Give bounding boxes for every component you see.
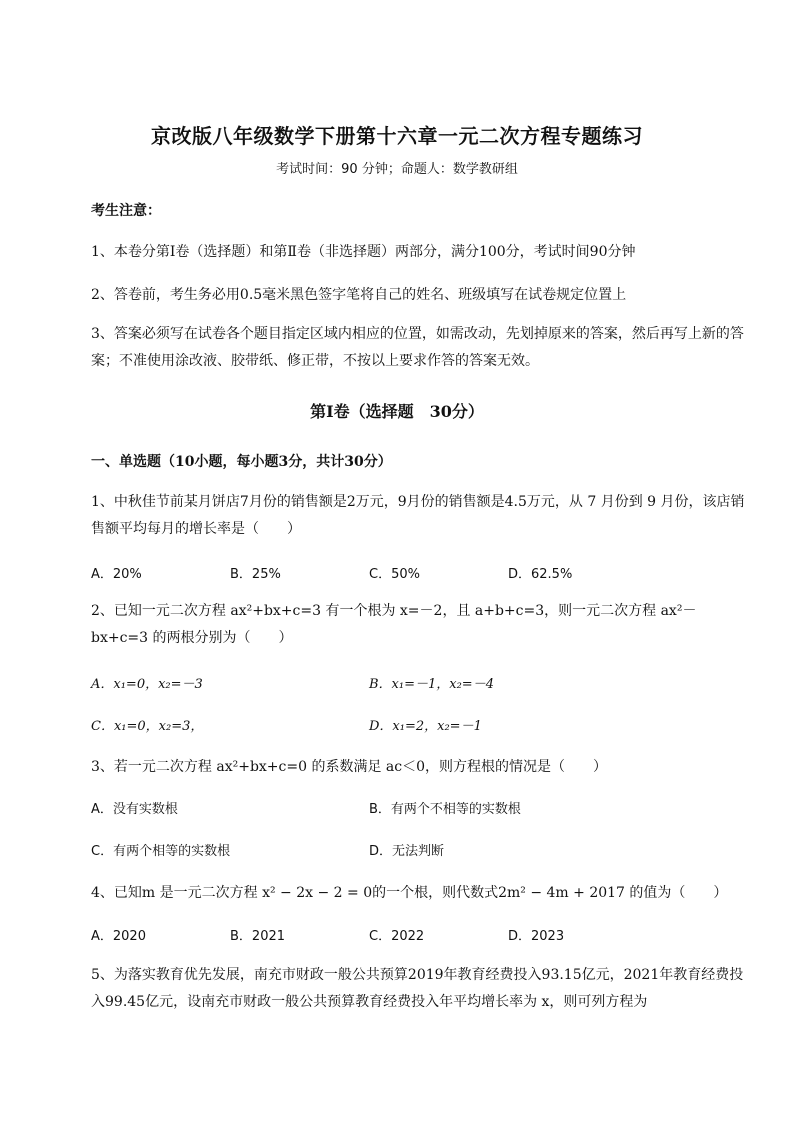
question-4-option-d[interactable]: D．2023 (508, 929, 565, 944)
question-5-stem: 5、为落实教育优先发展，南充市财政一般公共预算2019年教育经费投入93.15亿元，2021年教育经费投入99.45亿元，设南充市财政一般公共预算教育经费投入年平均增长率为 x，则可列方程为 (91, 967, 744, 1010)
notice-heading: 考生注意： (91, 203, 161, 219)
exam-info: 考试时间：90 分钟；命题人：数学教研组 (276, 162, 518, 177)
question-1-option-a[interactable]: A．20% (91, 567, 142, 582)
question-1-option-c[interactable]: C．50% (369, 567, 420, 582)
question-3-stem: 3、若一元二次方程 ax²+bx+c=0 的系数满足 ac＜0，则方程根的情况是（ ） (91, 759, 608, 775)
question-4-option-c[interactable]: C．2022 (369, 929, 425, 944)
question-1-option-b[interactable]: B．25% (230, 567, 281, 582)
question-3-option-d[interactable]: D．无法判断 (369, 844, 445, 859)
question-4-option-b[interactable]: B．2021 (230, 929, 286, 944)
question-2-option-c[interactable]: C．x₁=0，x₂=3， (91, 719, 204, 734)
question-2-stem: 2、已知一元二次方程 ax²+bx+c=3 有一个根为 x=－2，且 a+b+c=3，则一元二次方程 ax²－bx+c=3 的两根分别为（ ） (91, 603, 697, 646)
section-title: 第Ⅰ卷（选择题 30分） (310, 402, 484, 421)
question-2-option-b[interactable]: B．x₁=－1，x₂=－4 (369, 677, 494, 692)
part-heading: 一、单选题（10小题，每小题3分，共计30分） (91, 454, 392, 470)
question-1-option-d[interactable]: D．62.5% (508, 567, 573, 582)
question-2-option-d[interactable]: D．x₁=2，x₂=－1 (369, 719, 482, 734)
question-3-option-a[interactable]: A．没有实数根 (91, 802, 178, 817)
notice-item-1: 1、本卷分第Ⅰ卷（选择题）和第Ⅱ卷（非选择题）两部分，满分100分，考试时间90分钟 (91, 244, 636, 260)
notice-item-2: 2、答卷前，考生务必用0.5毫米黑色签字笔将自己的姓名、班级填写在试卷规定位置上 (91, 287, 627, 303)
question-4-stem: 4、已知m 是一元二次方程 x² − 2x − 2 = 0的一个根，则代数式2m² − 4m + 2017 的值为（ ） (91, 885, 728, 901)
notice-item-3: 3、答案必须写在试卷各个题目指定区域内相应的位置，如需改动，先划掉原来的答案，然后再写上新的答案；不准使用涂改液、胶带纸、修正带，不按以上要求作答的答案无效。 (91, 326, 744, 369)
question-1-stem: 1、中秋佳节前某月饼店7月份的销售额是2万元，9月份的销售额是4.5万元，从 7 月份到 9 月份，该店销售额平均每月的增长率是（ ） (91, 494, 745, 537)
question-3-option-b[interactable]: B．有两个不相等的实数根 (369, 802, 521, 817)
question-4-option-a[interactable]: A．2020 (91, 929, 146, 944)
question-2-option-a[interactable]: A．x₁=0，x₂=－3 (91, 677, 203, 692)
page-title: 京改版八年级数学下册第十六章一元二次方程专题练习 (151, 124, 643, 148)
question-3-option-c[interactable]: C．有两个相等的实数根 (91, 844, 231, 859)
